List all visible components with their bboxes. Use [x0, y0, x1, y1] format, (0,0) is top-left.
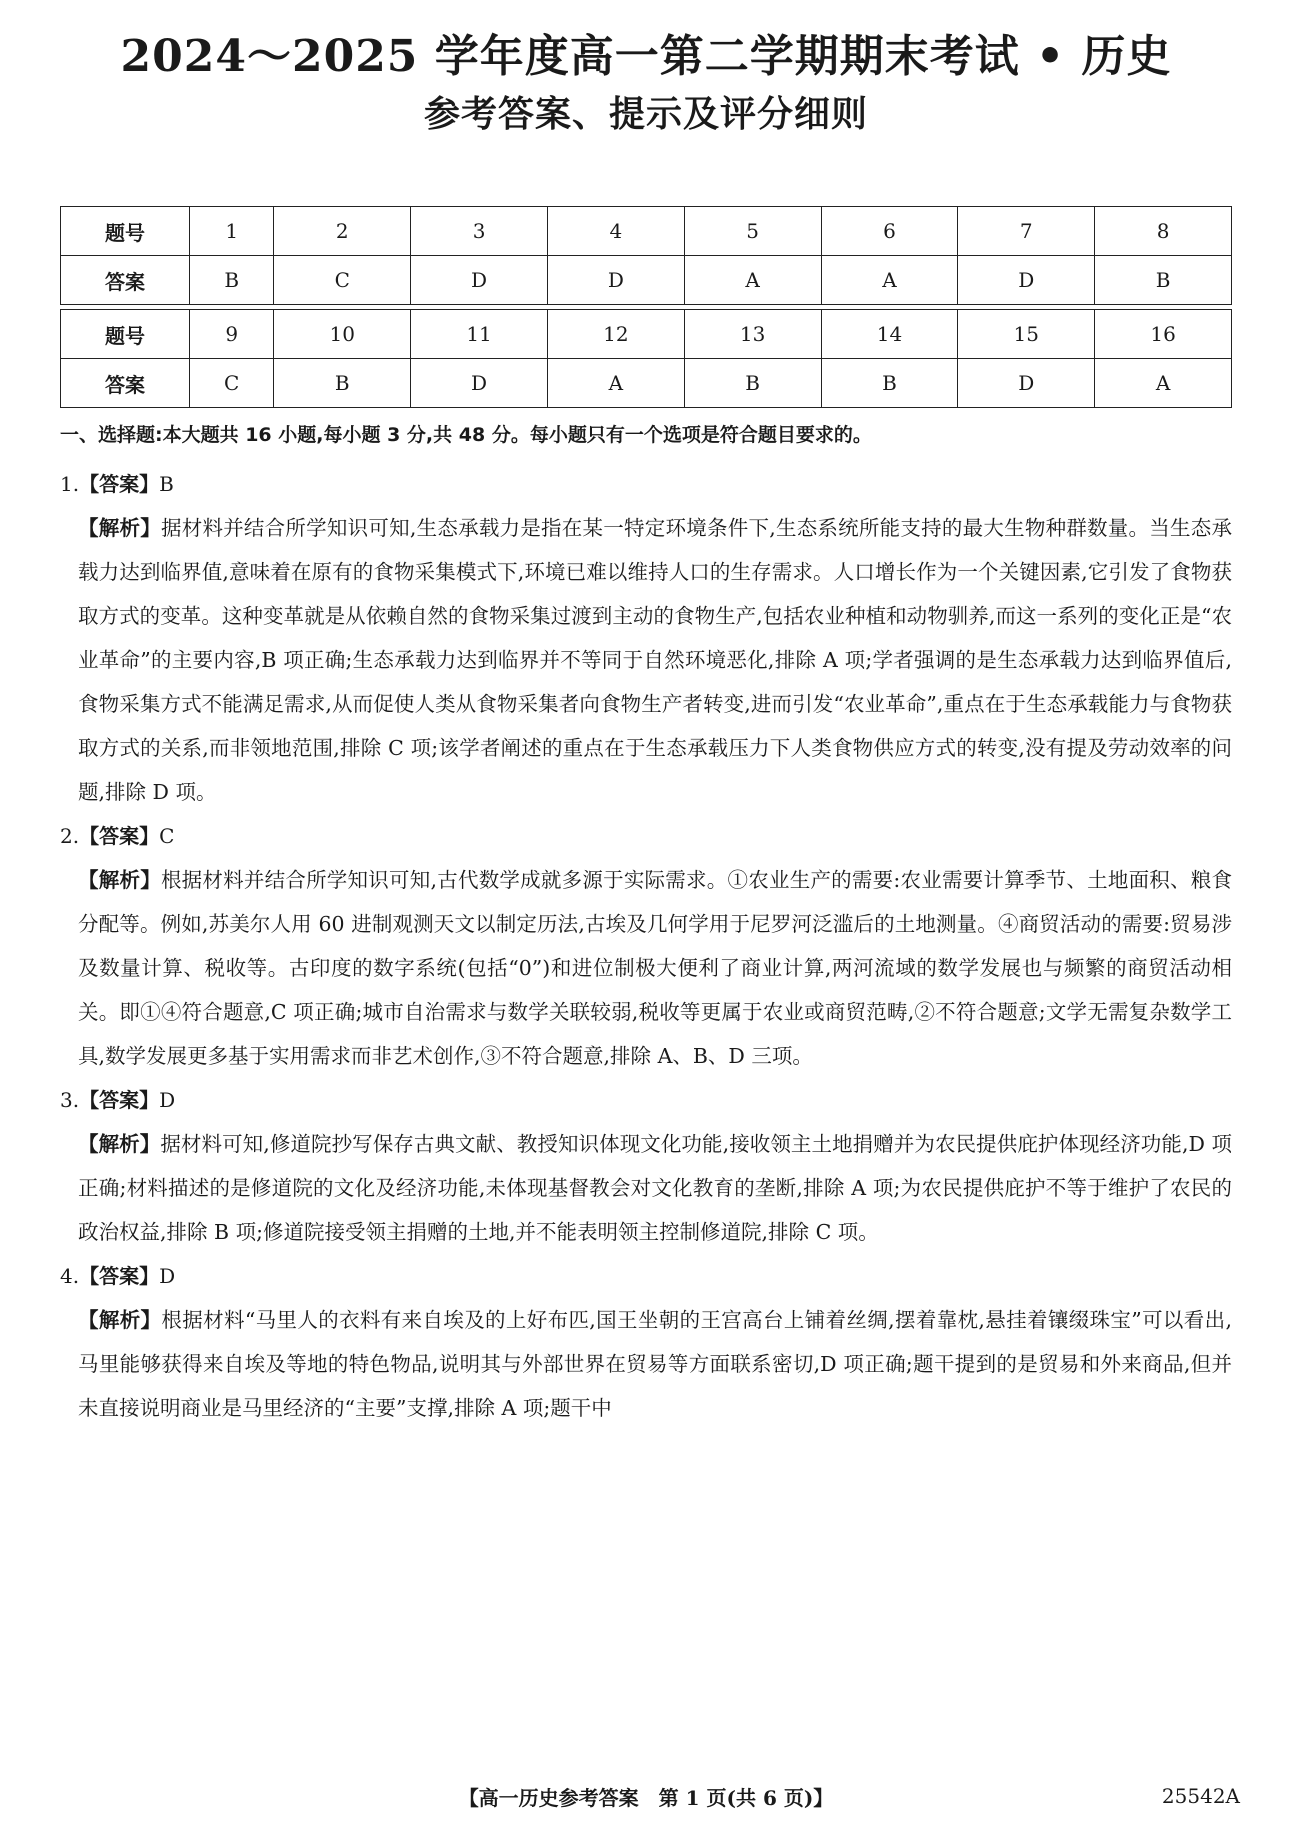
analysis-text: 据材料并结合所学知识可知,生态承载力是指在某一特定环境条件下,生态系统所能支持的最大生物种群数量。当生态承载力达到临界值,意味着在原有的食物采集模式下,环境已难以维持人口的生存需求。人口增长作为一个关键因素,它引发了食物获取方式的变革。这种变革就是从依赖自然的食物采集过渡到主动的食物生产,包括农业种植和动物驯养,而这一系列的变化正是“农业革命”的主要内容,B 项正确;生态承载力达到临界并不等同于自然环境恶化,排除 A 项;学者强调的是生态承载力达到临界值后,食物采集方式不能满足需求,从而促使人类从食物采集者向食物生产者转变,进而引发“农业革命”,重点在于生态承载能力与食物获取方式的关系,而非领地范围,排除 C 项;该学者阐述的重点在于生态承载压力下人类食物供应方式的转变,没有提及劳动效率的问题,排除 D 项。 — [78, 516, 1233, 804]
answer-cell: A — [821, 256, 958, 305]
document-code: 25542A — [1161, 1784, 1240, 1808]
answer-value: D — [159, 1264, 176, 1288]
question-number: 3 — [411, 207, 548, 256]
answer-table — [60, 206, 1232, 408]
page-subtitle: 参考答案、提示及评分细则 — [423, 93, 868, 135]
question-number: 11 — [411, 310, 548, 359]
answer-cell: D — [958, 359, 1095, 408]
analysis-tag: 【解析】 — [78, 1132, 161, 1156]
question-number: 8 — [1095, 207, 1232, 256]
question-number: 6 — [821, 207, 958, 256]
question-number: 7 — [958, 207, 1095, 256]
answer-explanations — [60, 462, 1232, 1430]
question-number: 9 — [190, 310, 274, 359]
item-number: 4. — [60, 1264, 80, 1288]
analysis-text: 根据材料并结合所学知识可知,古代数学成就多源于实际需求。①农业生产的需要:农业需要计算季节、土地面积、粮食分配等。例如,苏美尔人用 60 进制观测天文以制定历法,古埃及几何学用于尼罗河泛滥后的土地测量。④商贸活动的需要:贸易涉及数量计算、税收等。古印度的数字系统(包括“0”)和进位制极大便利了商业计算,两河流域的数学发展也与频繁的商贸活动相关。即①④符合题意,C 项正确;城市自治需求与数学关联较弱,税收等更属于农业或商贸范畴,②不符合题意;文学无需复杂数学工具,数学发展更多基于实用需求而非艺术创作,③不符合题意,排除 A、B、D 三项。 — [78, 868, 1233, 1068]
list-item — [60, 462, 1232, 814]
row-label-answer: 答案 — [61, 359, 190, 408]
item-number: 3. — [60, 1088, 80, 1112]
row-label-answer: 答案 — [61, 256, 190, 305]
row-label-number: 题号 — [61, 207, 190, 256]
answer-cell: D — [411, 256, 548, 305]
answer-value: D — [159, 1088, 176, 1112]
analysis-tag: 【解析】 — [78, 868, 161, 892]
page-title: 2024～2025 学年度高一第二学期期末考试 • 历史 — [120, 31, 1172, 82]
question-number: 12 — [547, 310, 684, 359]
table-row — [61, 256, 1232, 305]
answer-cell: B — [821, 359, 958, 408]
answer-value: C — [159, 824, 175, 848]
analysis-paragraph — [60, 858, 1232, 1078]
item-number: 2. — [60, 824, 80, 848]
item-number: 1. — [60, 472, 80, 496]
answer-value: B — [159, 472, 174, 496]
list-item — [60, 1078, 1232, 1254]
list-item — [60, 814, 1232, 1078]
answer-cell: C — [274, 256, 411, 305]
answer-tag: 【答案】 — [79, 824, 160, 848]
analysis-tag: 【解析】 — [78, 516, 161, 540]
answer-cell: B — [684, 359, 821, 408]
answer-tag: 【答案】 — [79, 1088, 160, 1112]
answer-cell: A — [1095, 359, 1232, 408]
answer-cell: A — [547, 359, 684, 408]
answer-tag: 【答案】 — [79, 472, 160, 496]
answer-cell: B — [1095, 256, 1232, 305]
table-row — [61, 310, 1232, 359]
page-footer: 【高一历史参考答案 第 1 页(共 6 页)】 — [458, 1786, 834, 1810]
analysis-paragraph — [60, 1122, 1232, 1254]
answer-line — [60, 814, 1232, 858]
question-number: 15 — [958, 310, 1095, 359]
analysis-tag: 【解析】 — [78, 1308, 162, 1332]
analysis-paragraph — [60, 1298, 1232, 1430]
answer-line — [60, 462, 1232, 506]
question-number: 2 — [274, 207, 411, 256]
answer-cell: D — [958, 256, 1095, 305]
row-label-number: 题号 — [61, 310, 190, 359]
answer-line — [60, 1254, 1232, 1298]
question-number: 14 — [821, 310, 958, 359]
answer-cell: B — [274, 359, 411, 408]
answer-cell: C — [190, 359, 274, 408]
table-row — [61, 207, 1232, 256]
answer-cell: A — [684, 256, 821, 305]
answer-cell: D — [411, 359, 548, 408]
section-title: 一、选择题:本大题共 16 小题,每小题 3 分,共 48 分。每小题只有一个选项是符合题目要求的。 — [60, 424, 872, 446]
question-number: 13 — [684, 310, 821, 359]
question-number: 5 — [684, 207, 821, 256]
question-number: 16 — [1095, 310, 1232, 359]
table-row — [61, 359, 1232, 408]
answer-cell: B — [190, 256, 274, 305]
question-number: 1 — [190, 207, 274, 256]
answer-tag: 【答案】 — [79, 1264, 160, 1288]
analysis-text: 根据材料“马里人的衣料有来自埃及的上好布匹,国王坐朝的王宫高台上铺着丝绸,摆着靠枕,悬挂着镶缀珠宝”可以看出,马里能够获得来自埃及等地的特色物品,说明其与外部世界在贸易等方面联系密切,D 项正确;题干提到的是贸易和外来商品,但并未直接说明商业是马里经济的“主要”支撑,排除 A 项;题干中 — [78, 1308, 1233, 1420]
analysis-text: 据材料可知,修道院抄写保存古典文献、教授知识体现文化功能,接收领主土地捐赠并为农民提供庇护体现经济功能,D 项正确;材料描述的是修道院的文化及经济功能,未体现基督教会对文化教育的垄断,排除 A 项;为农民提供庇护不等于维护了农民的政治权益,排除 B 项;修道院接受领主捐赠的土地,并不能表明领主控制修道院,排除 C 项。 — [78, 1132, 1233, 1244]
answer-line — [60, 1078, 1232, 1122]
list-item — [60, 1254, 1232, 1430]
answer-cell: D — [547, 256, 684, 305]
question-number: 10 — [274, 310, 411, 359]
question-number: 4 — [547, 207, 684, 256]
analysis-paragraph — [60, 506, 1232, 814]
